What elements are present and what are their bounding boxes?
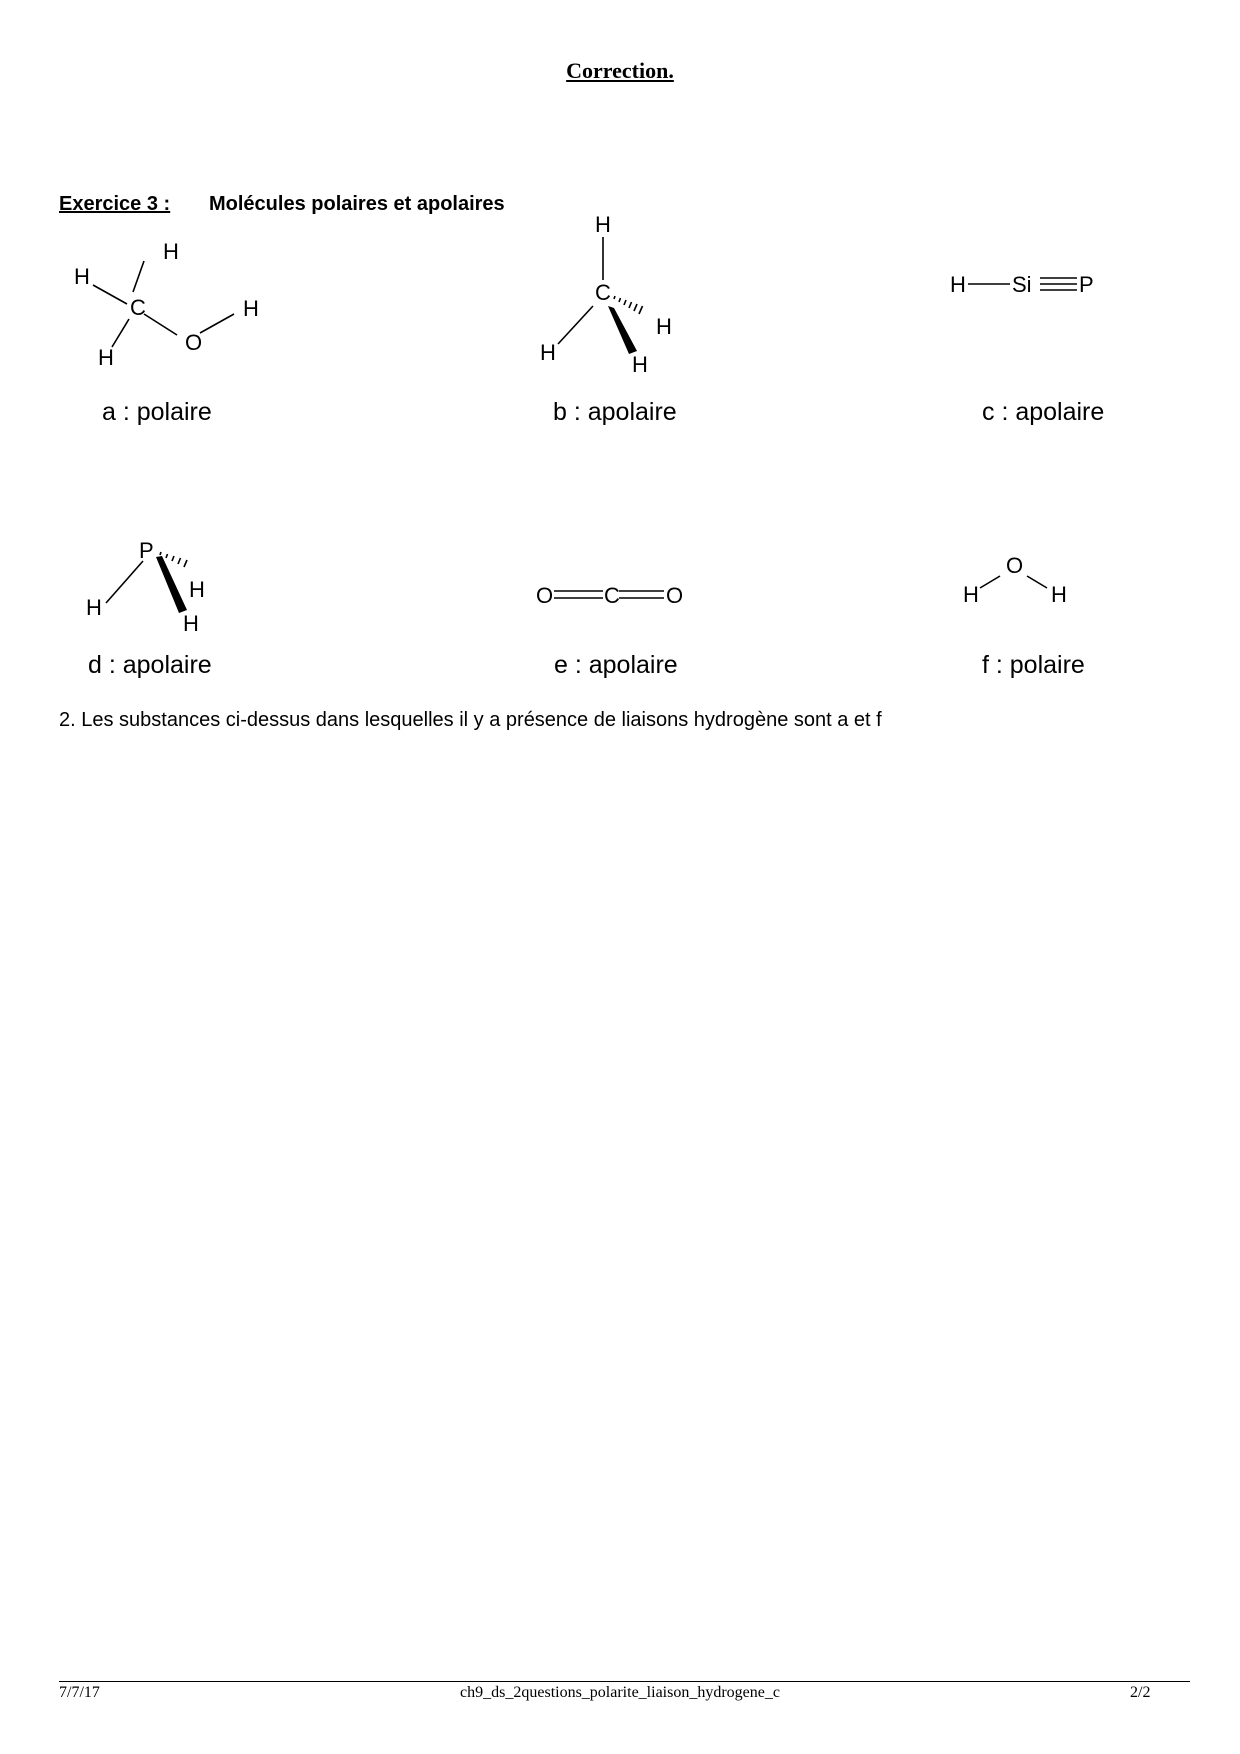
- exercise-title: Molécules polaires et apolaires: [209, 193, 505, 215]
- molecule-a-caption: a : polaire: [102, 398, 212, 426]
- atom-label: H: [243, 296, 259, 321]
- atom-label: H: [950, 272, 966, 297]
- atom-label: C: [130, 295, 146, 320]
- molecule-b-caption: b : apolaire: [553, 398, 677, 426]
- atom-label: H: [189, 577, 205, 602]
- atom-label: C: [595, 280, 611, 305]
- atom-label: H: [540, 340, 556, 365]
- atom-label: P: [1079, 272, 1094, 297]
- atom-label: H: [656, 314, 672, 339]
- atom-label: H: [963, 582, 979, 607]
- molecule-c-structure: [945, 265, 1105, 305]
- footer-divider: [59, 1681, 1190, 1682]
- exercise-label: Exercice 3 :: [59, 193, 171, 215]
- atom-label: H: [183, 611, 199, 636]
- molecule-a-structure: [60, 225, 290, 380]
- footer-date: 7/7/17: [59, 1684, 100, 1701]
- molecule-b-structure: [530, 210, 690, 380]
- atom-label: Si: [1012, 272, 1032, 297]
- atom-label: H: [595, 212, 611, 237]
- atom-label: O: [185, 330, 203, 355]
- atom-label: H: [98, 345, 114, 370]
- atom-label: H: [1051, 582, 1067, 607]
- question-2-answer: 2. Les substances ci-dessus dans lesquelles il y a présence de liaisons hydrogène sont a et f: [59, 709, 882, 731]
- molecule-c-caption: c : apolaire: [982, 398, 1105, 426]
- molecule-e-caption: e : apolaire: [554, 651, 678, 679]
- molecule-d-structure: [80, 530, 240, 640]
- atom-label: O: [666, 583, 684, 608]
- atom-label: H: [163, 239, 179, 264]
- atom-label: O: [1006, 553, 1024, 578]
- molecule-f-caption: f : polaire: [982, 651, 1085, 679]
- atom-label: P: [139, 538, 154, 563]
- molecule-e-structure: [530, 575, 690, 615]
- atom-label: H: [74, 264, 90, 289]
- atom-label: H: [86, 595, 102, 620]
- molecule-f-structure: [955, 550, 1085, 620]
- page-title: Correction.: [566, 58, 674, 83]
- molecule-d-caption: d : apolaire: [88, 651, 212, 679]
- atom-label: H: [632, 352, 648, 377]
- footer-page-number: 2/2: [1130, 1684, 1151, 1701]
- atom-label: C: [604, 583, 620, 608]
- atom-label: O: [536, 583, 554, 608]
- footer-filename: ch9_ds_2questions_polarite_liaison_hydrogene_c: [460, 1684, 780, 1701]
